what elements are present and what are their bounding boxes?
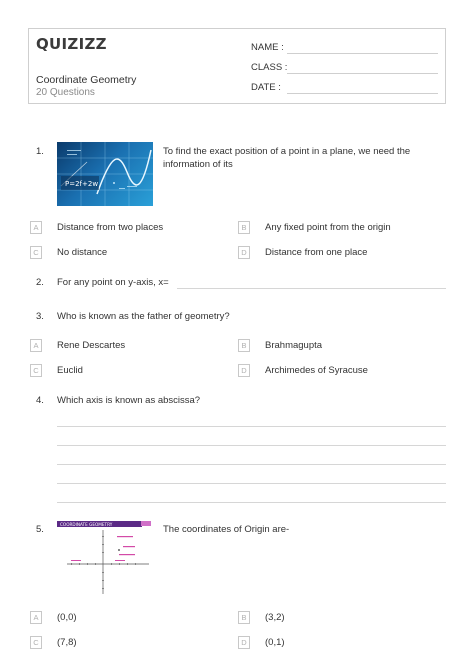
- option-c-text: Euclid: [57, 365, 83, 376]
- option-c-marker[interactable]: C: [30, 636, 42, 649]
- question-4-text: Which axis is known as abscissa?: [57, 395, 201, 406]
- option-b-marker[interactable]: B: [238, 339, 250, 352]
- question-1-text-line1: To find the exact position of a point in a plane, we need the: [163, 146, 411, 157]
- option-d-marker[interactable]: D: [238, 364, 250, 377]
- answer-line[interactable]: [57, 464, 446, 465]
- question-count: 20 Questions: [36, 87, 95, 98]
- option-a-marker[interactable]: A: [30, 221, 42, 234]
- option-d-marker[interactable]: D: [238, 636, 250, 649]
- question-1-number: 1.: [36, 146, 44, 157]
- quizizz-logo: QUIZIZZ: [36, 35, 107, 53]
- answer-line[interactable]: [57, 502, 446, 503]
- option-d-marker[interactable]: D: [238, 246, 250, 259]
- formula-text: P=2f+2w: [65, 180, 99, 188]
- name-label: NAME :: [251, 42, 284, 53]
- question-3-text: Who is known as the father of geometry?: [57, 311, 230, 322]
- date-label: DATE :: [251, 82, 281, 93]
- question-3-number: 3.: [36, 311, 44, 322]
- option-c-text: No distance: [57, 247, 108, 258]
- date-field[interactable]: [287, 93, 438, 94]
- answer-line[interactable]: [177, 288, 446, 289]
- question-2-number: 2.: [36, 277, 44, 288]
- image-banner-text: COORDINATE GEOMETRY: [60, 522, 113, 527]
- question-2-text: For any point on y-axis, x=: [57, 277, 169, 288]
- name-field[interactable]: [287, 53, 438, 54]
- option-a-text: (0,0): [57, 612, 77, 623]
- question-4-number: 4.: [36, 395, 44, 406]
- option-b-text: (3,2): [265, 612, 285, 623]
- option-c-marker[interactable]: C: [30, 364, 42, 377]
- coordinate-plane-image: [57, 520, 152, 596]
- answer-line[interactable]: [57, 426, 446, 427]
- math-formula-image: [57, 142, 153, 206]
- option-b-marker[interactable]: B: [238, 221, 250, 234]
- option-c-text: (7,8): [57, 637, 77, 648]
- class-label: CLASS :: [251, 62, 288, 73]
- answer-line[interactable]: [57, 445, 446, 446]
- answer-line[interactable]: [57, 483, 446, 484]
- option-a-text: Rene Descartes: [57, 340, 126, 351]
- worksheet-title: Coordinate Geometry: [36, 74, 137, 86]
- option-b-text: Any fixed point from the origin: [265, 222, 391, 233]
- option-b-marker[interactable]: B: [238, 611, 250, 624]
- option-d-text: Distance from one place: [265, 247, 368, 258]
- option-b-text: Brahmagupta: [265, 340, 323, 351]
- question-5-text: The coordinates of Origin are-: [163, 524, 290, 535]
- option-a-text: Distance from two places: [57, 222, 164, 233]
- coordinate-axes-illustration: [57, 520, 152, 596]
- option-d-text: Archimedes of Syracuse: [265, 365, 368, 376]
- class-field[interactable]: [287, 73, 438, 74]
- option-d-text: (0,1): [265, 637, 285, 648]
- option-c-marker[interactable]: C: [30, 246, 42, 259]
- question-5-number: 5.: [36, 524, 44, 535]
- question-1-text-line2: information of its: [163, 159, 233, 170]
- option-a-marker[interactable]: A: [30, 339, 42, 352]
- option-a-marker[interactable]: A: [30, 611, 42, 624]
- formula-graph-illustration: [57, 142, 153, 206]
